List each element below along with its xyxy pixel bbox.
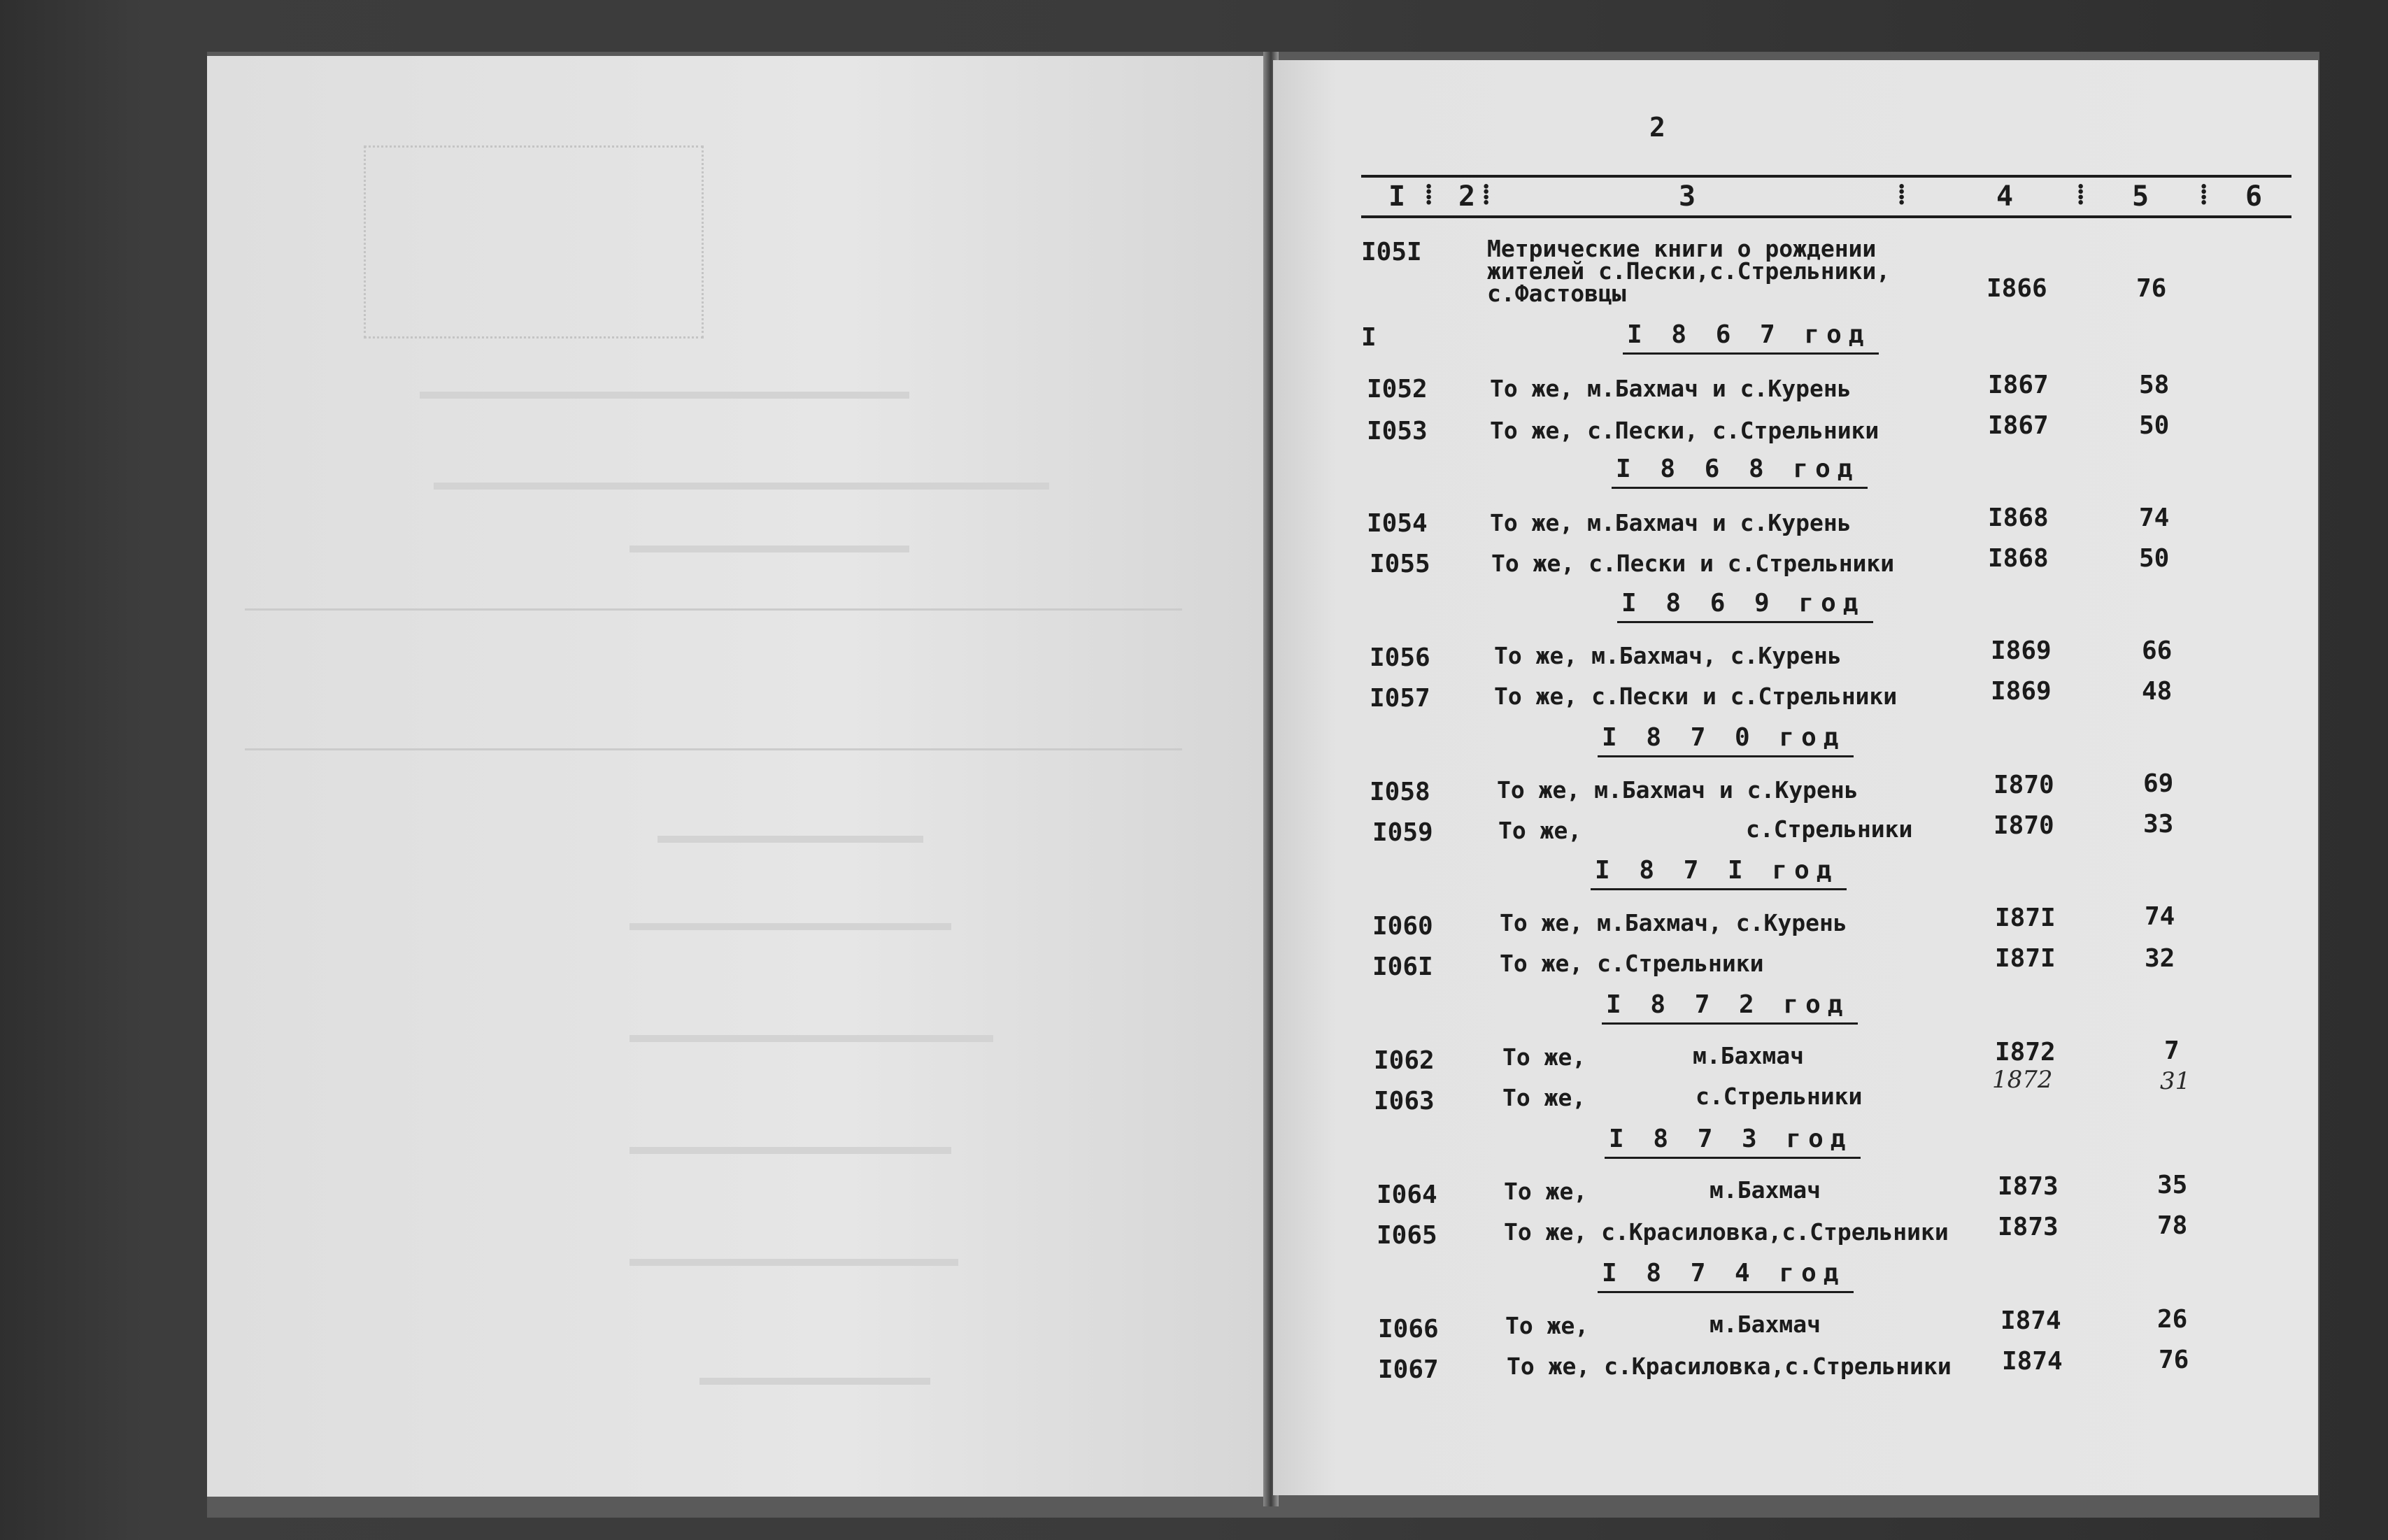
entry-description: То же,: [1504, 1178, 1588, 1205]
entry-number: I: [1361, 323, 1377, 352]
entry-count: 66: [2142, 636, 2173, 665]
column-separator: ⁞: [1481, 178, 1491, 211]
ghost-text: [630, 546, 909, 552]
column-header-4: 4: [1996, 180, 2014, 213]
ghost-text: [630, 1147, 951, 1154]
entry-description: То же, с.Пески и с.Стрельники: [1491, 550, 1895, 577]
ghost-stamp: [364, 145, 704, 338]
entry-year: I869: [1991, 677, 2052, 706]
column-header-1: I: [1388, 180, 1406, 213]
entry-number: I053: [1367, 417, 1428, 445]
entry-year: I874: [2000, 1306, 2061, 1335]
entry-count: 48: [2142, 677, 2173, 706]
entry-count: 69: [2143, 769, 2174, 798]
ghost-text: [630, 1259, 958, 1266]
entry-number: I056: [1370, 643, 1430, 672]
column-header-2: 2: [1458, 180, 1476, 213]
entry-number: I066: [1378, 1315, 1439, 1343]
column-header-3: 3: [1679, 180, 1696, 213]
ghost-rule: [245, 608, 1182, 611]
entry-description: То же, с.Красиловка,с.Стрельники: [1507, 1353, 1952, 1380]
entry-description: То же, с.Пески и с.Стрельники: [1494, 683, 1898, 710]
entry-description: То же, м.Бахмач, с.Курень: [1494, 642, 1842, 669]
year-heading: I 8 7 I год: [1595, 856, 1838, 885]
handwritten-year: 1872: [1992, 1066, 2053, 1094]
entry-year: I870: [1993, 811, 2054, 840]
table-header-rule: [1361, 215, 2291, 218]
entry-year: I87I: [1995, 944, 2056, 973]
entry-number: I054: [1367, 509, 1428, 538]
entry-description: То же,: [1505, 1312, 1589, 1339]
entry-count: 78: [2157, 1211, 2188, 1240]
entry-number: I060: [1372, 912, 1433, 941]
entry-number: I064: [1377, 1181, 1437, 1209]
entry-number: I05I: [1361, 238, 1422, 266]
column-separator: ⁞: [2076, 178, 2086, 211]
year-heading: I 8 7 2 год: [1606, 990, 1849, 1019]
ghost-text: [630, 923, 951, 930]
entry-count: 32: [2145, 944, 2175, 973]
entry-number: I067: [1378, 1355, 1439, 1384]
entry-count: 33: [2143, 810, 2174, 839]
entry-number: I058: [1370, 778, 1430, 806]
entry-number: I059: [1372, 818, 1433, 847]
ghost-rule: [245, 748, 1182, 750]
ghost-text: [420, 392, 909, 399]
entry-count: 7: [2164, 1036, 2180, 1065]
entry-count: 26: [2157, 1305, 2188, 1334]
entry-description: То же, м.Бахмач и с.Курень: [1490, 375, 1852, 402]
entry-description: То же, м.Бахмач и с.Курень: [1490, 509, 1852, 536]
entry-count: 74: [2139, 504, 2170, 532]
entry-year: I868: [1988, 504, 2049, 532]
entry-number: I052: [1367, 375, 1428, 404]
entry-year: I866: [1987, 274, 2047, 303]
entry-description-place: с.Стрельники: [1746, 815, 1913, 843]
entry-description-place: м.Бахмач: [1710, 1176, 1821, 1204]
ghost-text: [630, 1035, 993, 1042]
entry-year: I868: [1988, 544, 2049, 573]
entry-year: I873: [1998, 1213, 2059, 1241]
entry-number: I06I: [1372, 953, 1433, 981]
entry-description: То же, с.Стрельники: [1500, 950, 1764, 977]
entry-count: 35: [2157, 1171, 2188, 1199]
entry-count: 58: [2139, 371, 2170, 399]
entry-count: 76: [2159, 1346, 2189, 1374]
entry-description: То же,: [1498, 817, 1582, 844]
column-header-5: 5: [2132, 180, 2149, 213]
entry-description: То же, м.Бахмач, с.Курень: [1500, 909, 1847, 936]
ghost-text: [699, 1378, 930, 1385]
entry-description: То же, с.Красиловка,с.Стрельники: [1504, 1218, 1949, 1246]
entry-year: I867: [1988, 411, 2049, 440]
entry-description-place: м.Бахмач: [1693, 1042, 1804, 1069]
entry-description: То же, с.Пески, с.Стрельники: [1490, 417, 1879, 444]
handwritten-count: 31: [2160, 1067, 2191, 1095]
entry-description-place: м.Бахмач: [1710, 1311, 1821, 1338]
entry-description: Метрические книги о рождении жителей с.Пески,с.Стрельники, с.Фастовцы: [1487, 235, 1891, 307]
column-separator: ⁞: [1897, 178, 1907, 211]
ghost-text: [658, 836, 923, 843]
entry-description-place: с.Стрельники: [1696, 1083, 1863, 1110]
year-heading: I 8 6 9 год: [1621, 589, 1865, 618]
entry-description: То же,: [1502, 1084, 1586, 1111]
ghost-text: [434, 483, 1049, 490]
entry-year: I87I: [1995, 904, 2056, 932]
year-heading: I 8 7 3 год: [1609, 1125, 1852, 1153]
entry-count: 74: [2145, 902, 2175, 931]
entry-description: То же,: [1502, 1043, 1586, 1071]
year-heading: I 8 7 4 год: [1602, 1259, 1845, 1288]
entry-number: I062: [1374, 1046, 1435, 1075]
entry-count: 50: [2139, 544, 2170, 573]
entry-description: То же, м.Бахмач и с.Курень: [1497, 776, 1858, 804]
entry-count: 50: [2139, 411, 2170, 440]
column-separator: ⁞: [1424, 178, 1434, 211]
entry-year: I870: [1993, 771, 2054, 799]
table-top-rule: [1361, 175, 2291, 178]
year-heading: I 8 7 0 год: [1602, 723, 1845, 752]
entry-number: I057: [1370, 684, 1430, 713]
entry-count: 76: [2136, 274, 2167, 303]
page-number: 2: [1649, 112, 1665, 143]
entry-year: I872: [1995, 1038, 2056, 1067]
column-header-6: 6: [2245, 180, 2263, 213]
entry-year: I869: [1991, 636, 2052, 665]
entry-number: I055: [1370, 550, 1430, 578]
column-separator: ⁞: [2199, 178, 2209, 211]
entry-year: I867: [1988, 371, 2049, 399]
entry-number: I065: [1377, 1221, 1437, 1250]
year-heading: I 8 6 8 год: [1616, 455, 1859, 483]
entry-number: I063: [1374, 1087, 1435, 1115]
year-heading: I 8 6 7 год: [1627, 320, 1870, 349]
entry-year: I874: [2002, 1347, 2063, 1376]
entry-year: I873: [1998, 1172, 2059, 1201]
